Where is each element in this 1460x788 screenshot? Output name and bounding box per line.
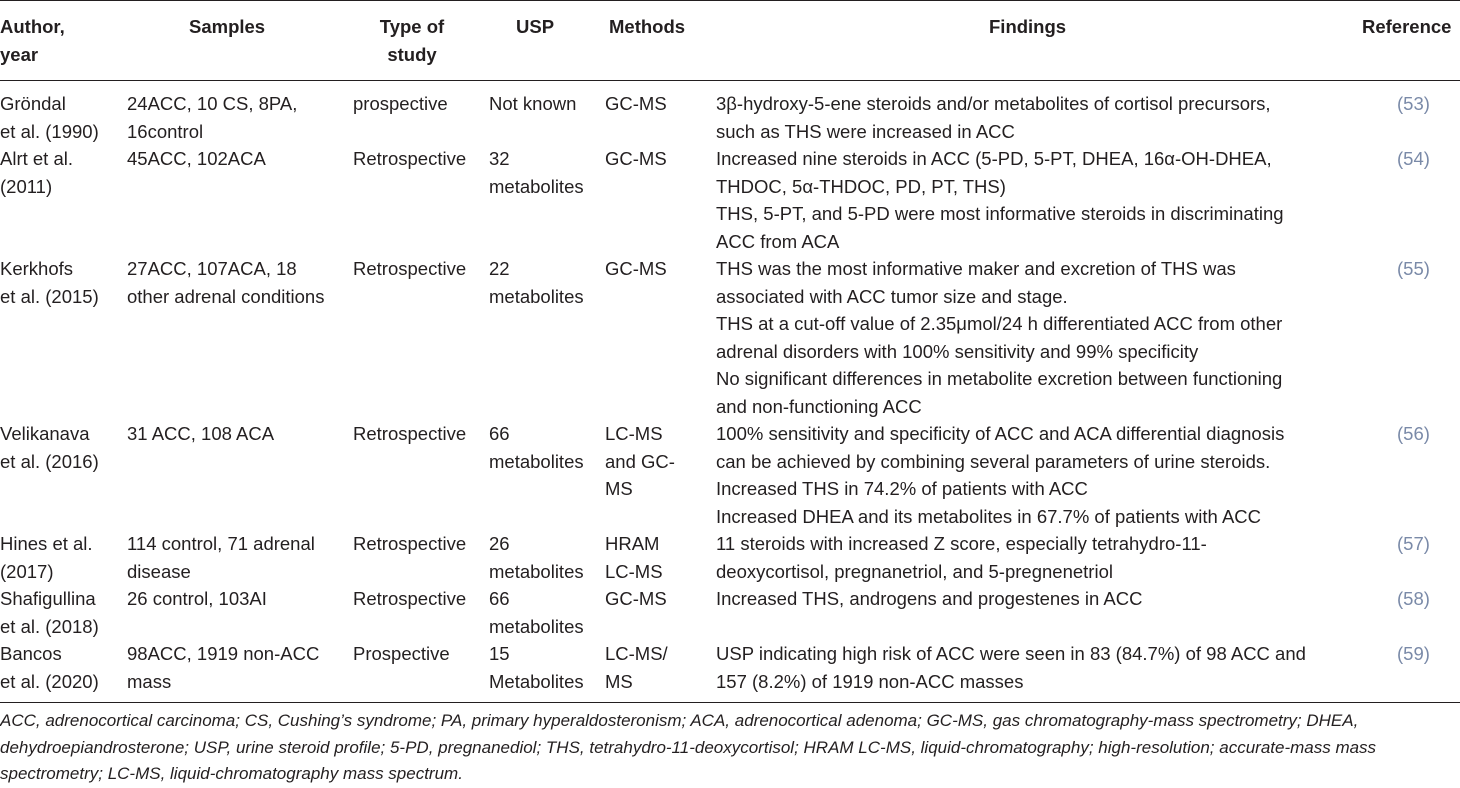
- samples-line: 31 ACC, 108 ACA: [127, 423, 275, 444]
- cell-samples: [127, 90, 297, 145]
- cell-type: [353, 530, 466, 558]
- author-line: et al. (2016): [0, 450, 99, 472]
- cell-author: [0, 145, 73, 200]
- footnote-line: ACC, adrenocortical carcinoma; CS, Cushing’s syndrome; PA, primary hyperaldosteronism; ACA, adrenocortical adenoma; GC-MS, gas chromatography-mass spectrometry; DHEA,: [0, 711, 1359, 730]
- findings-line: THS at a cut-off value of 2.35μmol/24 h differentiated ACC from other: [716, 313, 1283, 334]
- cell-methods: [605, 585, 667, 613]
- author-line: et al. (2020): [0, 670, 99, 692]
- methods-line: MS: [605, 478, 633, 499]
- methods-line: HRAM: [605, 533, 660, 554]
- findings-line: ACC from ACA: [716, 230, 840, 252]
- cell-samples: [127, 640, 319, 695]
- reference-link[interactable]: (57): [1397, 533, 1430, 554]
- type-line: prospective: [353, 93, 448, 114]
- usp-line: 15: [489, 643, 510, 664]
- cell-type: [353, 90, 448, 118]
- samples-line: 16control: [127, 120, 204, 142]
- usp-line: Not known: [489, 93, 577, 114]
- cell-type: [353, 420, 466, 448]
- table-footnote: [0, 708, 1460, 788]
- samples-line: 27ACC, 107ACA, 18: [127, 258, 297, 279]
- author-line: Hines et al.: [0, 533, 93, 554]
- cell-methods: [605, 145, 667, 173]
- usp-line: metabolites: [489, 615, 584, 637]
- samples-line: 98ACC, 1919 non-ACC: [127, 643, 320, 664]
- type-line: Retrospective: [353, 148, 467, 169]
- findings-line: Increased nine steroids in ACC (5-PD, 5-PT, DHEA, 16α-OH-DHEA,: [716, 148, 1272, 169]
- cell-findings: [716, 255, 1282, 420]
- cell-usp: [489, 90, 576, 118]
- cell-author: [0, 255, 99, 310]
- cell-samples: [127, 255, 324, 310]
- author-line: Alrt et al.: [0, 148, 73, 169]
- samples-line: mass: [127, 670, 172, 692]
- cell-author: [0, 420, 99, 475]
- author-line: Shafigullina: [0, 588, 96, 609]
- usp-line: 26: [489, 533, 510, 554]
- author-line: Kerkhofs: [0, 258, 74, 279]
- cell-type: [353, 585, 466, 613]
- cell-author: [0, 640, 99, 695]
- header-author: Author, year: [0, 16, 65, 65]
- footnote-line: dehydroepiandrosterone; USP, urine steroid profile; 5-PD, pregnanediol; THS, tetrahydro-11-deoxycortisol; HRAM LC-MS, liquid-chromatography; high-resolution; accurate-mass mass: [0, 737, 1377, 757]
- usp-line: 66: [489, 588, 510, 609]
- findings-line: 100% sensitivity and specificity of ACC and ACA differential diagnosis: [716, 423, 1285, 444]
- header-type-of-study: Type of study: [379, 16, 445, 65]
- cell-findings: [716, 90, 1271, 145]
- samples-line: disease: [127, 560, 191, 582]
- author-line: Gröndal: [0, 93, 66, 114]
- cell-author: [0, 90, 99, 145]
- author-line: et al. (2015): [0, 285, 99, 307]
- cell-samples: [127, 420, 274, 448]
- author-line: (2011): [0, 175, 53, 197]
- author-line: Velikanava: [0, 423, 90, 444]
- cell-usp: [489, 420, 584, 475]
- findings-line: associated with ACC tumor size and stage.: [716, 285, 1068, 307]
- usp-line: Metabolites: [489, 670, 584, 692]
- methods-line: MS: [605, 670, 633, 692]
- footnote-line: spectrometry; LC-MS, liquid-chromatography mass spectrum.: [0, 764, 463, 783]
- methods-line: LC-MS/: [605, 643, 668, 664]
- cell-findings: [716, 530, 1207, 585]
- cell-author: [0, 530, 93, 585]
- reference-link[interactable]: (56): [1397, 423, 1430, 444]
- cell-methods: [605, 530, 663, 585]
- cell-findings: [716, 640, 1306, 695]
- findings-line: 11 steroids with increased Z score, especially tetrahydro-11-: [716, 533, 1207, 554]
- reference-link[interactable]: (55): [1397, 258, 1430, 279]
- reference-link[interactable]: (58): [1397, 588, 1430, 609]
- cell-usp: [489, 255, 584, 310]
- header-findings: Findings: [989, 16, 1067, 37]
- samples-line: 26 control, 103AI: [127, 588, 267, 609]
- cell-methods: [605, 255, 667, 283]
- methods-line: GC-MS: [605, 93, 667, 114]
- findings-line: Increased THS in 74.2% of patients with ACC: [716, 478, 1088, 499]
- cell-findings: [716, 145, 1284, 255]
- header-samples: Samples: [189, 16, 266, 37]
- methods-line: LC-MS: [605, 560, 663, 582]
- findings-line: THDOC, 5α-THDOC, PD, PT, THS): [716, 175, 1006, 197]
- usp-line: metabolites: [489, 285, 584, 307]
- cell-type: [353, 255, 466, 283]
- cell-findings: [716, 420, 1284, 530]
- usp-line: metabolites: [489, 175, 584, 197]
- findings-line: THS was the most informative maker and excretion of THS was: [716, 258, 1236, 279]
- header-methods: Methods: [609, 16, 686, 37]
- table-bottom-rule: [0, 702, 1460, 703]
- reference-link[interactable]: (59): [1397, 643, 1430, 664]
- cell-usp: [489, 145, 584, 200]
- samples-line: 24ACC, 10 CS, 8PA,: [127, 93, 298, 114]
- findings-line: Increased THS, androgens and progestenes in ACC: [716, 588, 1143, 609]
- findings-line: Increased DHEA and its metabolites in 67.7% of patients with ACC: [716, 505, 1262, 527]
- cell-type: [353, 640, 450, 668]
- findings-line: USP indicating high risk of ACC were seen in 83 (84.7%) of 98 ACC and: [716, 643, 1306, 664]
- methods-line: GC-MS: [605, 588, 667, 609]
- methods-line: LC-MS: [605, 423, 663, 444]
- cell-type: [353, 145, 466, 173]
- usp-line: 66: [489, 423, 510, 444]
- author-line: Bancos: [0, 643, 62, 664]
- methods-line: GC-MS: [605, 148, 667, 169]
- author-line: (2017): [0, 560, 54, 582]
- findings-line: deoxycortisol, pregnanetriol, and 5-pregnenetriol: [716, 560, 1113, 582]
- usp-line: 32: [489, 148, 510, 169]
- samples-line: other adrenal conditions: [127, 285, 325, 307]
- type-line: Retrospective: [353, 258, 467, 279]
- cell-usp: [489, 585, 584, 640]
- findings-line: can be achieved by combining several parameters of urine steroids.: [716, 450, 1271, 472]
- cell-methods: [605, 640, 668, 695]
- header-usp: USP: [516, 16, 555, 37]
- author-line: et al. (1990): [0, 120, 99, 142]
- findings-line: THS, 5-PT, and 5-PD were most informative steroids in discriminating: [716, 203, 1284, 224]
- cell-methods: [605, 90, 667, 118]
- findings-line: such as THS were increased in ACC: [716, 120, 1015, 142]
- findings-line: adrenal disorders with 100% sensitivity and 99% specificity: [716, 340, 1199, 362]
- samples-line: 114 control, 71 adrenal: [127, 533, 315, 554]
- findings-line: 3β-hydroxy-5-ene steroids and/or metabolites of cortisol precursors,: [716, 93, 1271, 114]
- cell-samples: [127, 530, 315, 585]
- findings-line: 157 (8.2%) of 1919 non-ACC masses: [716, 670, 1024, 692]
- cell-author: [0, 585, 99, 640]
- reference-link[interactable]: (54): [1397, 148, 1430, 169]
- cell-samples: [127, 145, 266, 173]
- type-line: Retrospective: [353, 588, 467, 609]
- reference-link[interactable]: (53): [1397, 93, 1430, 114]
- table-top-rule: [0, 0, 1460, 1]
- usp-line: metabolites: [489, 560, 584, 582]
- cell-usp: [489, 530, 584, 585]
- cell-samples: [127, 585, 267, 613]
- type-line: Retrospective: [353, 533, 467, 554]
- cell-methods: [605, 420, 675, 503]
- findings-line: No significant differences in metabolite excretion between functioning: [716, 368, 1283, 389]
- cell-findings: [716, 585, 1142, 613]
- type-line: Prospective: [353, 643, 450, 664]
- findings-line: and non-functioning ACC: [716, 395, 922, 417]
- usp-line: 22: [489, 258, 510, 279]
- samples-line: 45ACC, 102ACA: [127, 148, 266, 169]
- header-reference: Reference: [1362, 16, 1452, 37]
- author-line: et al. (2018): [0, 615, 99, 637]
- usp-line: metabolites: [489, 450, 584, 472]
- type-line: Retrospective: [353, 423, 467, 444]
- methods-line: and GC-: [605, 450, 675, 472]
- header-rule: [0, 80, 1460, 81]
- methods-line: GC-MS: [605, 258, 667, 279]
- cell-usp: [489, 640, 584, 695]
